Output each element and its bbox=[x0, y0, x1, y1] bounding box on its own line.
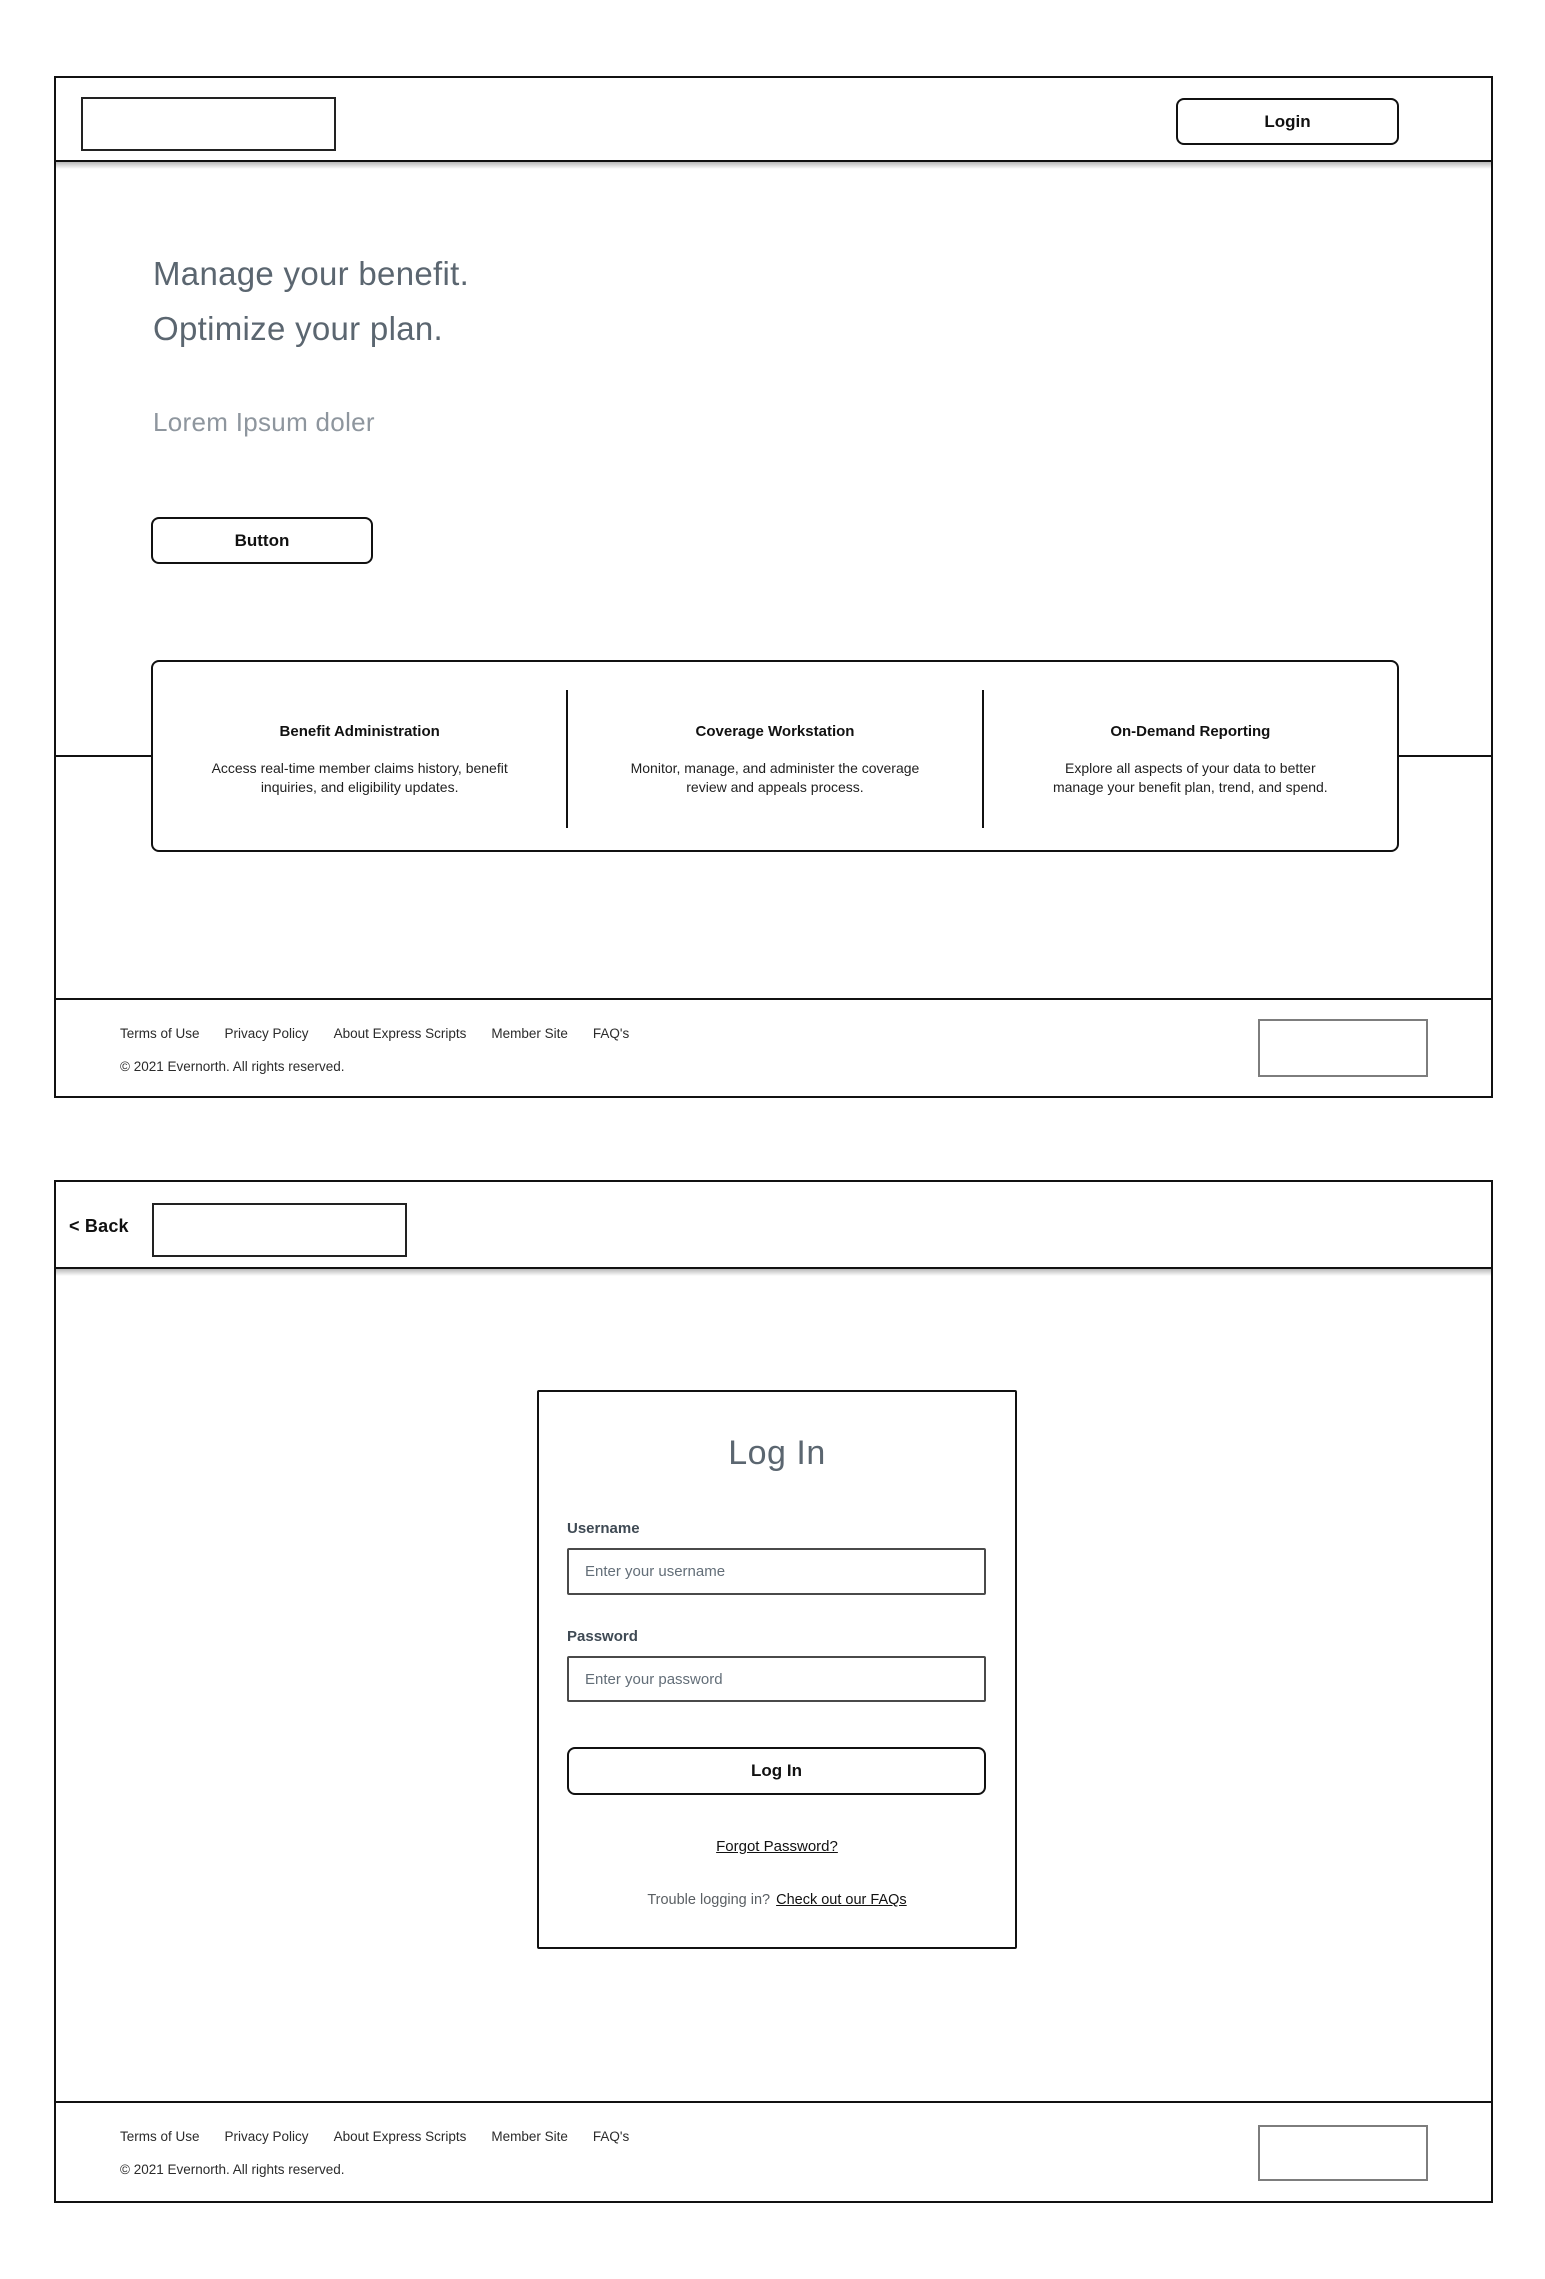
feature-coverage-workstation bbox=[566, 690, 981, 828]
footer-link-about[interactable]: About Express Scripts bbox=[333, 1026, 467, 1041]
login-card-title: Log In bbox=[728, 1434, 826, 1472]
logo-placeholder bbox=[152, 1203, 407, 1257]
login-button[interactable]: Login bbox=[1176, 98, 1399, 145]
feature-title: On-Demand Reporting bbox=[1110, 723, 1271, 740]
username-input[interactable] bbox=[567, 1548, 986, 1595]
footer-link-about[interactable]: About Express Scripts bbox=[333, 2129, 467, 2144]
footer-link-faqs[interactable]: FAQ's bbox=[592, 1026, 630, 1041]
landing-footer bbox=[56, 998, 1491, 1096]
feature-benefit-administration bbox=[153, 690, 566, 828]
footer-copyright: © 2021 Evernorth. All rights reserved. bbox=[120, 2162, 345, 2177]
footer-link-member-site[interactable]: Member Site bbox=[491, 2129, 568, 2144]
login-footer bbox=[56, 2101, 1491, 2201]
login-submit-button[interactable]: Log In bbox=[567, 1747, 986, 1795]
header-shadow bbox=[56, 1269, 1491, 1276]
hero-title-line1: Manage your benefit. bbox=[153, 255, 470, 292]
footer-link-privacy[interactable]: Privacy Policy bbox=[224, 1026, 309, 1041]
trouble-text: Trouble logging in? bbox=[647, 1892, 771, 1908]
footer-link-member-site[interactable]: Member Site bbox=[491, 1026, 568, 1041]
footer-link-terms[interactable]: Terms of Use bbox=[120, 2129, 200, 2144]
footer-link-terms[interactable]: Terms of Use bbox=[120, 1026, 200, 1041]
faq-link[interactable]: Check out our FAQs bbox=[776, 1892, 907, 1908]
login-header bbox=[56, 1182, 1491, 1269]
logo-placeholder bbox=[81, 97, 336, 151]
landing-header bbox=[56, 78, 1491, 162]
footer-link-faqs[interactable]: FAQ's bbox=[592, 2129, 630, 2144]
password-input[interactable] bbox=[567, 1656, 986, 1702]
forgot-password-row bbox=[539, 1838, 1015, 1855]
username-label: Username bbox=[567, 1520, 640, 1537]
hero-title-line2: Optimize your plan. bbox=[153, 310, 443, 347]
hero-cta-button[interactable]: Button bbox=[151, 517, 373, 564]
password-label: Password bbox=[567, 1628, 638, 1645]
feature-card bbox=[151, 660, 1399, 852]
footer-links bbox=[120, 2129, 629, 2144]
feature-on-demand-reporting bbox=[982, 690, 1397, 828]
back-button[interactable]: < Back bbox=[69, 1216, 129, 1236]
footer-logo-placeholder bbox=[1258, 1019, 1428, 1077]
login-page bbox=[54, 1180, 1493, 2203]
header-shadow bbox=[56, 162, 1491, 169]
forgot-password-link[interactable]: Forgot Password? bbox=[716, 1838, 838, 1855]
footer-copyright: © 2021 Evernorth. All rights reserved. bbox=[120, 1059, 345, 1074]
feature-description: Monitor, manage, and administer the coverage review and appeals process. bbox=[630, 760, 920, 795]
landing-page bbox=[54, 76, 1493, 1098]
feature-title: Benefit Administration bbox=[279, 723, 440, 740]
footer-logo-placeholder bbox=[1258, 2125, 1428, 2181]
feature-description: Explore all aspects of your data to better manage your benefit plan, trend, and spend. bbox=[1052, 760, 1328, 795]
feature-description: Access real-time member claims history, benefit inquiries, and eligibility updates. bbox=[211, 760, 508, 795]
footer-links bbox=[120, 1026, 629, 1041]
hero-title bbox=[153, 246, 469, 356]
trouble-row bbox=[539, 1892, 1015, 1908]
feature-title: Coverage Workstation bbox=[695, 723, 855, 740]
hero-subtitle: Lorem Ipsum doler bbox=[153, 407, 375, 437]
login-card bbox=[537, 1390, 1017, 1949]
footer-link-privacy[interactable]: Privacy Policy bbox=[224, 2129, 309, 2144]
